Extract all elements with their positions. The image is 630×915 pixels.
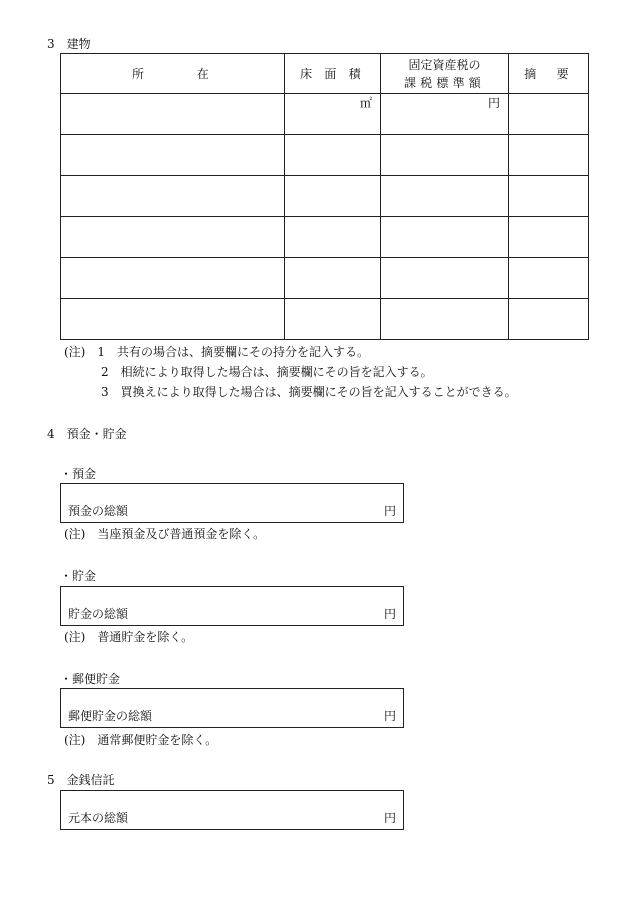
cell-location[interactable] — [61, 258, 285, 299]
cell-remarks[interactable] — [509, 299, 589, 340]
section-4-heading: 4 預金・貯金 — [47, 427, 127, 441]
savings-yen-unit: 円 — [383, 607, 396, 621]
cell-floor-area[interactable] — [285, 299, 381, 340]
cell-location[interactable] — [61, 94, 285, 135]
cell-remarks[interactable] — [509, 135, 589, 176]
postal-savings-yen-unit: 円 — [383, 709, 396, 723]
section-5-heading: 5 金銭信託 — [47, 773, 115, 787]
cell-location[interactable] — [61, 135, 285, 176]
buildings-table — [60, 53, 589, 340]
postal-savings-total-label: 郵便貯金の総額 — [68, 709, 153, 723]
cell-tax-base[interactable] — [381, 217, 509, 258]
table-header-row — [61, 54, 589, 94]
cell-location[interactable] — [61, 299, 285, 340]
postal-savings-total-box[interactable] — [60, 688, 404, 728]
savings-total-box[interactable] — [60, 586, 404, 626]
cell-remarks[interactable] — [509, 94, 589, 135]
table-row — [61, 94, 589, 135]
cell-location[interactable] — [61, 176, 285, 217]
table-row — [61, 217, 589, 258]
cell-remarks[interactable] — [509, 176, 589, 217]
trust-yen-unit: 円 — [383, 811, 396, 825]
cell-remarks[interactable] — [509, 258, 589, 299]
savings-title: ・貯金 — [60, 569, 97, 583]
trust-principal-box[interactable] — [60, 790, 404, 830]
note-2: 2 相続により取得した場合は、摘要欄にその旨を記入する。 — [101, 365, 433, 379]
cell-floor-area[interactable] — [285, 217, 381, 258]
savings-total-label: 貯金の総額 — [68, 607, 129, 621]
cell-floor-area[interactable] — [285, 176, 381, 217]
unit-yen: 円 — [487, 96, 500, 110]
postal-savings-note: (注) 通常郵便貯金を除く。 — [64, 733, 218, 747]
col-header-floor-area: 床 面 積 — [285, 54, 381, 94]
deposit-title: ・預金 — [60, 467, 97, 481]
note-3: 3 買換えにより取得した場合は、摘要欄にその旨を記入することができる。 — [101, 385, 517, 399]
col-header-remarks: 摘 要 — [509, 54, 589, 94]
unit-square-meter: ㎡ — [359, 96, 372, 110]
deposit-total-box[interactable] — [60, 483, 404, 523]
cell-tax-base[interactable] — [381, 258, 509, 299]
deposit-note: (注) 当座預金及び普通預金を除く。 — [64, 527, 266, 541]
cell-tax-base[interactable] — [381, 176, 509, 217]
cell-tax-base[interactable] — [381, 94, 509, 135]
table-row — [61, 299, 589, 340]
col-header-tax-base — [381, 54, 509, 94]
postal-savings-title: ・郵便貯金 — [60, 672, 121, 686]
cell-tax-base[interactable] — [381, 135, 509, 176]
note-1: (注) 1 共有の場合は、摘要欄にその持分を記入する。 — [64, 345, 370, 359]
cell-location[interactable] — [61, 217, 285, 258]
cell-floor-area[interactable] — [285, 135, 381, 176]
deposit-yen-unit: 円 — [383, 504, 396, 518]
cell-remarks[interactable] — [509, 217, 589, 258]
table-row — [61, 176, 589, 217]
cell-tax-base[interactable] — [381, 299, 509, 340]
deposit-total-label: 預金の総額 — [68, 504, 129, 518]
col-header-tax-base-line2: 課税標準額 — [403, 75, 485, 90]
table-row — [61, 135, 589, 176]
cell-floor-area[interactable] — [285, 258, 381, 299]
trust-principal-label: 元本の総額 — [68, 811, 129, 825]
table-row — [61, 258, 589, 299]
section-3-heading: 3 建物 — [47, 37, 91, 51]
col-header-location: 所 在 — [61, 54, 285, 94]
col-header-tax-base-line1: 固定資産税の — [408, 57, 481, 72]
cell-floor-area[interactable] — [285, 94, 381, 135]
savings-note: (注) 普通貯金を除く。 — [64, 630, 194, 644]
